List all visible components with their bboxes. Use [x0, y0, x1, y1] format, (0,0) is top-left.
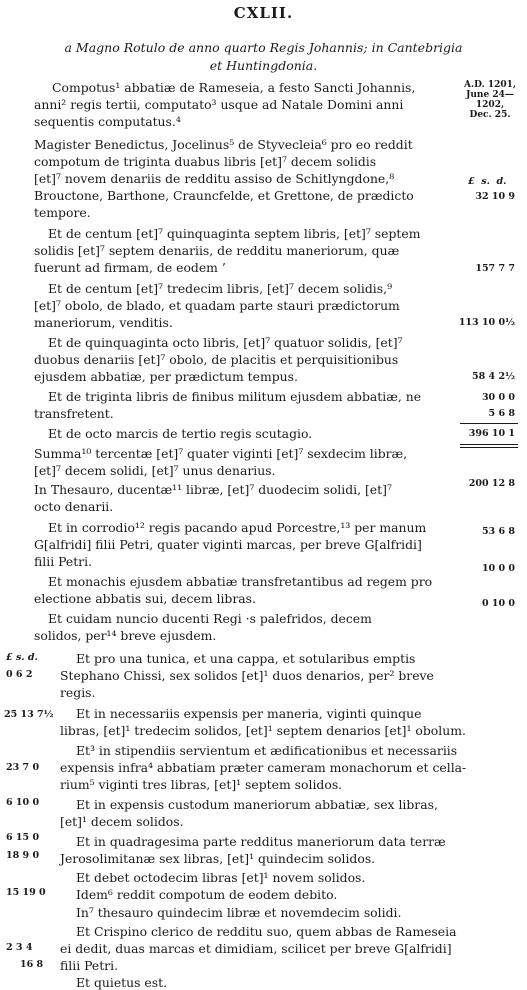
text-line: Brouctone, Barthone, Crauncfelde, et Grettone, de prædicto [34, 188, 414, 203]
text-line: expensis infra⁴ abbatiam præter cameram monachorum et cella- [60, 760, 467, 775]
text-line: electione abbatis sui, decem libras. [34, 591, 256, 606]
rule [460, 447, 518, 448]
subtitle-line: et Huntingdonia. [209, 58, 318, 73]
text-line: Et in corrodio¹² regis pacando apud Porcestre,¹³ per manum [48, 520, 427, 535]
text-line: In Thesauro, ducentæ¹¹ libræ, [et]⁷ duodecim solidi, [et]⁷ [34, 482, 392, 497]
lsd-header: £ s. d. [6, 652, 38, 663]
text-line: maneriorum, venditis. [34, 315, 173, 330]
text-line: [et]¹ decem solidos. [60, 814, 184, 829]
text-line: Et de triginta libris de finibus militum ejusdem abbatiæ, ne [48, 389, 422, 404]
text-line: octo denarii. [34, 499, 114, 514]
text-line: Jerosolimitanæ sex libras, [et]¹ quindecim solidos. [60, 851, 376, 866]
amount-left: 25 13 7½ [4, 709, 54, 720]
text-line: Compotus¹ abbatiæ de Rameseia, a festo Sancti Johannis, [52, 80, 416, 95]
text-line: rium⁵ viginti tres libras, [et]¹ septem solidos. [60, 777, 343, 792]
text-line: Et pro una tunica, et una cappa, et sotularibus emptis [76, 651, 416, 666]
amount-left: 18 9 0 [6, 850, 40, 861]
text-line: Et de centum [et]⁷ tredecim libris, [et]⁷ decem solidis,⁹ [48, 281, 393, 296]
text-line: Summa¹⁰ tercentæ [et]⁷ quater viginti [et]⁷ sexdecim libræ, [34, 446, 408, 461]
amount-right: 58 4 2½ [472, 371, 515, 382]
lsd-header: £ s. d. [468, 176, 507, 187]
text-line: Et in expensis custodum maneriorum abbatiæ, sex libras, [76, 797, 438, 812]
text-line: Et cuidam nuncio ducenti Regi ·s palefridos, decem [48, 611, 372, 626]
amount-left: 23 7 0 [6, 762, 40, 773]
text-line: Magister Benedictus, Jocelinus⁵ de Styvecleia⁶ pro eo reddit [34, 137, 413, 152]
text-line: sequentis computatus.⁴ [34, 114, 181, 129]
amount-left: 6 10 0 [6, 797, 40, 808]
text-line: ejusdem abbatiæ, per prædictum tempus. [34, 369, 298, 384]
text-line: [et]⁷ novem denariis de redditu assiso de Schitlyngdone,⁸ [34, 171, 395, 186]
text-line: filii Petri. [60, 958, 119, 973]
amount-left: 6 15 0 [6, 832, 40, 843]
text-line: fuerunt ad firmam, de eodem ’ [34, 260, 226, 275]
text-line: Stephano Chissi, sex solidos [et]¹ duos denarios, per² breve [60, 668, 434, 683]
amount-right: 113 10 0½ [458, 317, 515, 328]
text-line: G[alfridi] filii Petri, quater viginti marcas, per breve G[alfridi] [34, 537, 422, 552]
text-line: duobus denariis [et]⁷ obolo, de placitis et perquisitionibus [34, 352, 399, 367]
amount-left: 2 3 4 [6, 942, 33, 953]
text-line: filii Petri. [34, 554, 93, 569]
text-line: compotum de triginta duabus libris [et]⁷ decem solidis [34, 154, 377, 169]
text-line: In⁷ thesauro quindecim libræ et novemdecim solidi. [76, 905, 402, 920]
text-line: Et in quadragesima parte redditus maneriorum data terræ [76, 834, 446, 849]
rule [460, 444, 518, 445]
text-line: Et Crispino clerico de redditu suo, quem abbas de Rameseia [76, 924, 457, 939]
page-heading: CXLII. [233, 4, 294, 22]
text-line: anni² regis tertii, computato³ usque ad Natale Domini anni [34, 97, 404, 112]
amount-right: 0 10 0 [481, 598, 515, 609]
text-line: Et in necessariis expensis per maneria, viginti quinque [76, 706, 422, 721]
text-line: Et monachis ejusdem abbatiæ transfretantibus ad regem pro [48, 574, 433, 589]
text-line: ei dedit, duas marcas et dimidiam, scilicet per breve G[alfridi] [60, 941, 452, 956]
text-line: libras, [et]¹ tredecim solidos, [et]¹ septem denarios [et]¹ obolum. [60, 723, 466, 738]
subtitle-line: a Magno Rotulo de anno quarto Regis Johannis; in Cantebrigia [64, 40, 463, 55]
text-line: solidis [et]⁷ septem denariis, de redditu maneriorum, quæ [34, 243, 400, 258]
text-line: Idem⁶ reddit compotum de eodem debito. [76, 887, 338, 902]
amount-left: 16 8 [20, 959, 44, 970]
text-line: Et de octo marcis de tertio regis scutagio. [48, 426, 313, 441]
text-line: Et³ in stipendiis servientum et ædificationibus et necessariis [76, 743, 458, 758]
text-line: Et quietus est. [76, 975, 168, 990]
amount-right: 396 10 1 [468, 428, 515, 439]
text-line: tempore. [34, 205, 91, 220]
text-line: [et]⁷ obolo, de blado, et quadam parte stauri prædictorum [34, 298, 400, 313]
amount-right: 157 7 7 [475, 263, 515, 274]
text-line: Et debet octodecim libras [et]¹ novem solidos. [76, 870, 366, 885]
amount-right: 53 6 8 [481, 526, 515, 537]
text-line: [et]⁷ decem solidi, [et]⁷ unus denarius. [34, 463, 276, 478]
amount-left: 0 6 2 [6, 669, 33, 680]
text-line: transfretent. [34, 406, 114, 421]
text-line: regis. [60, 685, 96, 700]
amount-right: 30 0 0 [481, 392, 515, 403]
text-line: Et de quinquaginta octo libris, [et]⁷ quatuor solidis, [et]⁷ [48, 335, 403, 350]
amount-right: 32 10 9 [475, 191, 515, 202]
amount-right: 5 6 8 [488, 408, 515, 419]
text-line: solidos, per¹⁴ breve ejusdem. [34, 628, 217, 643]
text-line: Et de centum [et]⁷ quinquaginta septem libris, [et]⁷ septem [48, 226, 421, 241]
date-note: A.D. 1201, June 24— 1202, Dec. 25. [463, 80, 517, 120]
rule [460, 423, 518, 424]
amount-right: 10 0 0 [481, 563, 515, 574]
amount-left: 15 19 0 [6, 887, 46, 898]
amount-right: 200 12 8 [468, 478, 515, 489]
